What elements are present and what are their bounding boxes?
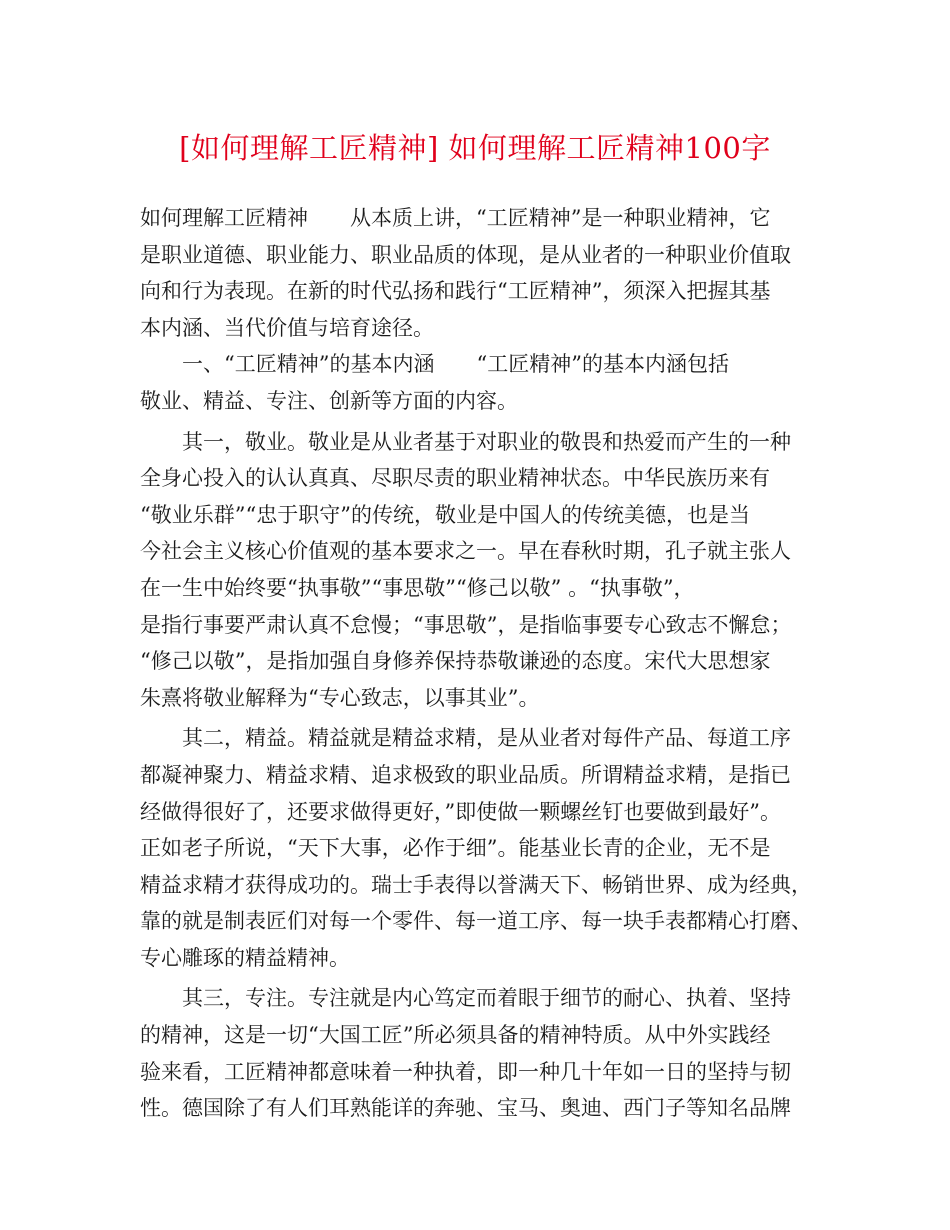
text-line: 专心雕琢的精益精神。 bbox=[140, 945, 350, 970]
text-line: 性。德国除了有人们耳熟能详的奔驰、宝马、奥迪、西门子等知名品牌 bbox=[140, 1096, 791, 1121]
paragraph-intro bbox=[140, 200, 810, 346]
text-line: 是职业道德、职业能力、职业品质的体现，是从业者的一种职业价值取 bbox=[140, 242, 791, 267]
text-line: 在一生中始终要“执事敬”“事思敬”“修己以敬” 。“执事敬”， bbox=[140, 575, 695, 600]
paragraph-focus bbox=[140, 980, 810, 1126]
text-line: 朱熹将敬业解释为“专心致志，以事其业”。 bbox=[140, 685, 540, 710]
text-line: 经做得很好了，还要求做得更好，”即使做一颗螺丝钉也要做到最好”。 bbox=[140, 799, 781, 824]
paragraph-dedication bbox=[140, 424, 810, 717]
text-line: 精益求精才获得成功的。瑞士手表得以誉满天下、畅销世界、成为经典， bbox=[140, 872, 812, 897]
text-line: 靠的就是制表匠们对每一个零件、每一道工序、每一块手表都精心打磨、 bbox=[140, 909, 812, 934]
text-line: 本内涵、当代价值与培育途径。 bbox=[140, 315, 434, 340]
text-line: 一、“工匠精神”的基本内涵 “工匠精神”的基本内涵包括 bbox=[182, 352, 729, 377]
text-line: 是指行事要严肃认真不怠慢；“事思敬”，是指临事要专心致志不懈怠； bbox=[140, 612, 792, 637]
text-line: 敬业、精益、专注、创新等方面的内容。 bbox=[140, 388, 518, 413]
text-line: 其三，专注。专注就是内心笃定而着眼于细节的耐心、执着、坚持 bbox=[182, 986, 791, 1011]
text-line: 正如老子所说，“天下大事，必作于细”。能基业长青的企业，无不是 bbox=[140, 836, 771, 861]
text-line: 其一，敬业。敬业是从业者基于对职业的敬畏和热爱而产生的一种 bbox=[182, 429, 791, 454]
text-line: 其二，精益。精益就是精益求精，是从业者对每件产品、每道工序 bbox=[182, 726, 791, 751]
document-body bbox=[140, 200, 810, 1127]
text-line: 全身心投入的认认真真、尽职尽责的职业精神状态。中华民族历来有 bbox=[140, 466, 770, 491]
text-line: 向和行为表现。在新的时代弘扬和践行“工匠精神”，须深入把握其基 bbox=[140, 279, 771, 304]
paragraph-basic-connotation bbox=[140, 346, 810, 419]
text-line: 都凝神聚力、精益求精、追求极致的职业品质。所谓精益求精，是指已 bbox=[140, 762, 791, 787]
document-title: [如何理解工匠精神] 如何理解工匠精神100字 bbox=[179, 131, 771, 165]
text-line: “敬业乐群”“忠于职守”的传统，敬业是中国人的传统美德，也是当 bbox=[140, 502, 750, 527]
text-line: 今社会主义核心价值观的基本要求之一。早在春秋时期，孔子就主张人 bbox=[140, 539, 791, 564]
paragraph-excellence bbox=[140, 720, 810, 976]
text-line: 验来看，工匠精神都意味着一种执着，即一种几十年如一日的坚持与韧 bbox=[140, 1059, 791, 1084]
text-line: “修己以敬”，是指加强自身修养保持恭敬谦逊的态度。宋代大思想家 bbox=[140, 649, 771, 674]
text-line: 的精神，这是一切“大国工匠”所必须具备的精神特质。从中外实践经 bbox=[140, 1023, 771, 1048]
text-line: 如何理解工匠精神 从本质上讲，“工匠精神”是一种职业精神，它 bbox=[140, 206, 771, 230]
